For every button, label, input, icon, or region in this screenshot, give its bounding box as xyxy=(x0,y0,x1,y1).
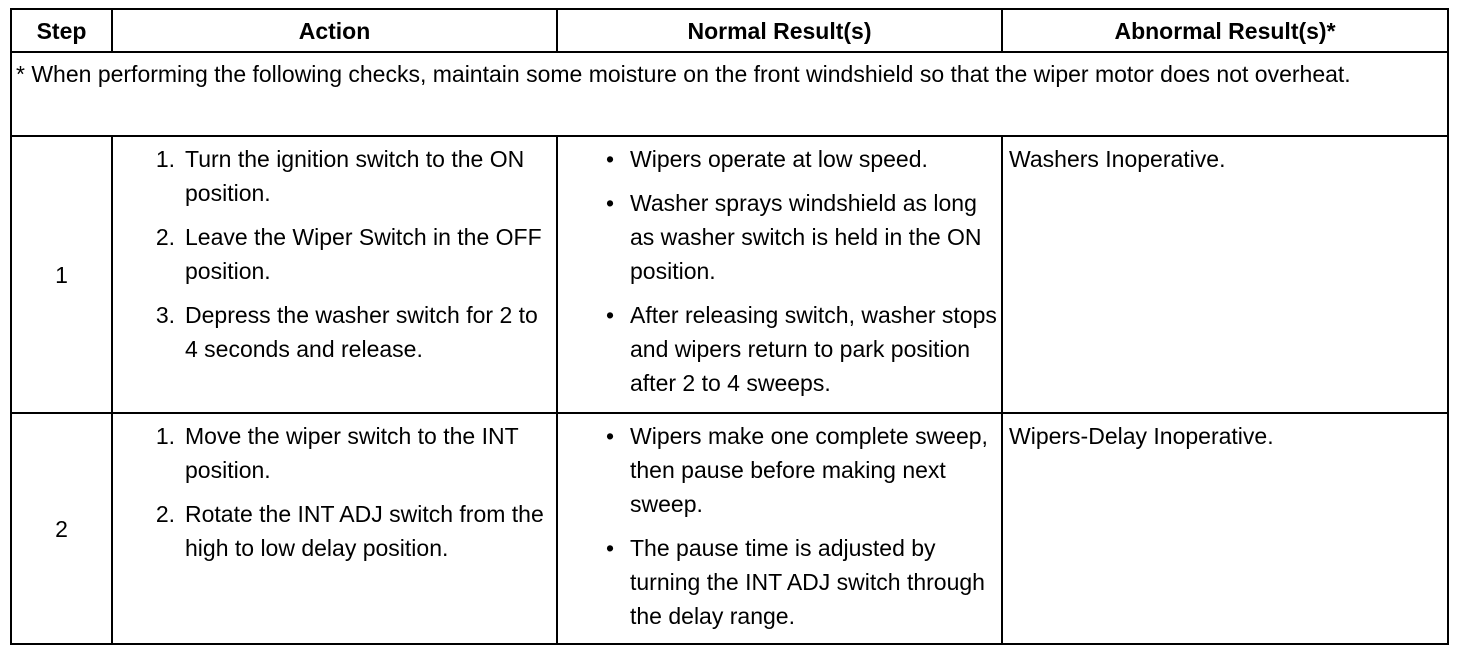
action-item xyxy=(113,220,556,288)
action-text: Leave the Wiper Switch in the OFF position. xyxy=(185,224,542,284)
action-number: 2. xyxy=(155,501,175,527)
diagnostic-table xyxy=(10,8,1449,645)
action-number: 1. xyxy=(155,146,175,172)
action-list xyxy=(113,142,556,366)
header-normal-results: Normal Result(s) xyxy=(557,9,1002,52)
action-list xyxy=(113,419,556,565)
bullet-icon: • xyxy=(605,535,614,561)
bullet-icon: • xyxy=(605,302,614,328)
normal-results-list xyxy=(558,419,1001,633)
normal-results-list xyxy=(558,142,1001,400)
bullet-icon: • xyxy=(605,190,614,216)
result-text: The pause time is adjusted by turning the INT ADJ switch through the delay range. xyxy=(630,535,985,629)
header-action: Action xyxy=(112,9,557,52)
result-item xyxy=(558,142,1001,176)
header-row xyxy=(11,9,1448,52)
action-text: Rotate the INT ADJ switch from the high to low delay position. xyxy=(185,501,544,561)
table-row xyxy=(11,413,1448,644)
header-abnormal-results: Abnormal Result(s)* xyxy=(1002,9,1448,52)
result-text: Washer sprays windshield as long as washer switch is held in the ON position. xyxy=(630,190,982,284)
note-row xyxy=(11,52,1448,136)
bullet-icon: • xyxy=(605,423,614,449)
action-cell xyxy=(112,413,557,644)
action-number: 3. xyxy=(155,302,175,328)
action-number: 2. xyxy=(155,224,175,250)
normal-results-cell xyxy=(557,136,1002,413)
action-item xyxy=(113,142,556,210)
abnormal-result: Washers Inoperative. xyxy=(1002,136,1448,413)
abnormal-result: Wipers-Delay Inoperative. xyxy=(1002,413,1448,644)
result-item xyxy=(558,531,1001,633)
bullet-icon: • xyxy=(605,146,614,172)
action-item xyxy=(113,298,556,366)
action-cell xyxy=(112,136,557,413)
result-item xyxy=(558,419,1001,521)
step-number: 2 xyxy=(11,413,112,644)
result-text: After releasing switch, washer stops and wipers return to park position after 2 to 4 sweeps. xyxy=(630,302,997,396)
header-step: Step xyxy=(11,9,112,52)
moisture-note: * When performing the following checks, maintain some moisture on the front windshield so that the wiper motor does not overheat. xyxy=(11,52,1448,136)
action-number: 1. xyxy=(155,423,175,449)
action-text: Turn the ignition switch to the ON position. xyxy=(185,146,525,206)
result-item xyxy=(558,298,1001,400)
action-text: Depress the washer switch for 2 to 4 seconds and release. xyxy=(185,302,538,362)
result-text: Wipers operate at low speed. xyxy=(630,146,928,172)
step-number: 1 xyxy=(11,136,112,413)
result-item xyxy=(558,186,1001,288)
table-row xyxy=(11,136,1448,413)
action-item xyxy=(113,497,556,565)
action-text: Move the wiper switch to the INT position. xyxy=(185,423,519,483)
action-item xyxy=(113,419,556,487)
normal-results-cell xyxy=(557,413,1002,644)
result-text: Wipers make one complete sweep, then pause before making next sweep. xyxy=(630,423,988,517)
